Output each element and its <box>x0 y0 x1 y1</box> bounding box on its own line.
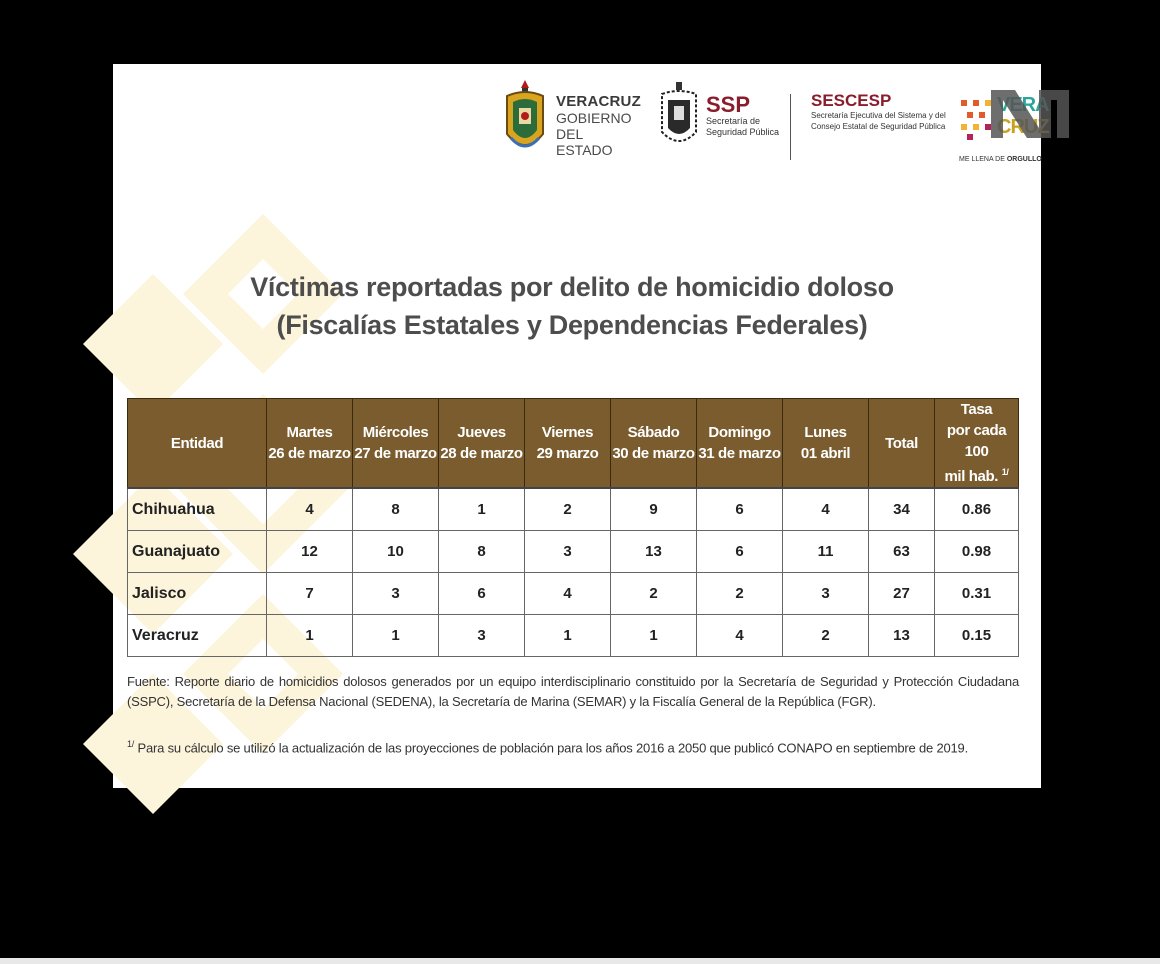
ssp-logo <box>658 82 798 162</box>
entity-cell: Veracruz <box>128 615 267 657</box>
entity-cell: Chihuahua <box>128 488 267 531</box>
column-header <box>697 399 783 489</box>
value-cell: 10 <box>353 531 439 573</box>
table-row <box>128 615 1019 657</box>
me-caption <box>959 156 1042 163</box>
value-cell: 1 <box>267 615 353 657</box>
column-header <box>267 399 353 489</box>
value-cell: 6 <box>697 531 783 573</box>
value-cell: 11 <box>783 531 869 573</box>
value-cell: 4 <box>267 488 353 531</box>
column-header-line-1: Miércoles <box>362 424 429 441</box>
gov-line-1: VERACRUZ <box>556 93 641 110</box>
column-header-line-2: 28 de marzo <box>440 445 523 462</box>
footnote <box>127 734 1019 758</box>
ssp-line-2: Seguridad Pública <box>706 127 780 137</box>
value-cell: 2 <box>611 573 697 615</box>
value-cell: 1 <box>353 615 439 657</box>
homicide-table <box>127 398 1019 657</box>
footnote-text: Para su cálculo se utilizó la actualización de las proyecciones de población para los años 2016 a 2050 que publicó CONAPO en septiembre de 2019. <box>134 740 968 756</box>
value-cell: 1 <box>439 488 525 531</box>
column-header-line-1: Lunes <box>804 424 847 441</box>
rate-header-sup: 1/ <box>1001 467 1009 477</box>
column-header-line-1: Total <box>885 434 918 452</box>
column-header-line-2: 29 marzo <box>536 445 599 462</box>
bottom-strip <box>0 958 1160 964</box>
sescesp-line-2: Consejo Estatal de Seguridad Pública <box>811 122 946 131</box>
table-row <box>128 573 1019 615</box>
table-row <box>128 531 1019 573</box>
ssp-line-1: Secretaría de <box>706 116 761 126</box>
column-header-line-2: 27 de marzo <box>354 445 437 462</box>
value-cell: 2 <box>525 488 611 531</box>
value-cell: 7 <box>267 573 353 615</box>
table-header-row <box>128 399 1019 489</box>
value-cell: 8 <box>353 488 439 531</box>
ssp-acronym: SSP <box>706 92 751 117</box>
page-title <box>113 268 1031 344</box>
source-text: Fuente: Reporte diario de homicidios dolosos generados por un equipo interdisciplinario constituido por la Secretaría de Seguridad y Protección Ciudadana (SSPC), Secretaría de la Defensa Nacional (SEDENA), la Secretaría de Marina (SEMAR) y la Fiscalía General de la República (FGR). <box>127 674 1019 709</box>
value-cell: 13 <box>869 615 935 657</box>
rate-header-l3 <box>936 462 1017 487</box>
ssp-emblem-icon <box>658 82 700 154</box>
value-cell: 1 <box>611 615 697 657</box>
gov-line-3: DEL ESTADO <box>556 126 613 158</box>
value-cell: 34 <box>869 488 935 531</box>
title-line-2: (Fiscalías Estatales y Dependencias Federales) <box>276 310 868 340</box>
value-cell: 2 <box>697 573 783 615</box>
sescesp-line-1: Secretaría Ejecutiva del Sistema y del <box>811 111 946 120</box>
rate-header-l2: por cada 100 <box>946 422 1007 460</box>
table-row <box>128 488 1019 531</box>
column-header-line-2: 30 de marzo <box>612 445 695 462</box>
sescesp-acronym: SESCESP <box>811 91 892 110</box>
value-cell: 4 <box>697 615 783 657</box>
me-caption-b: ORGULLO <box>1006 156 1042 163</box>
column-header-line-2: 26 de marzo <box>268 445 351 462</box>
column-header <box>525 399 611 489</box>
column-header-line-1: Martes <box>286 424 333 441</box>
value-cell: 3 <box>783 573 869 615</box>
sescesp-logo <box>811 92 961 132</box>
value-cell: 1 <box>525 615 611 657</box>
value-cell: 8 <box>439 531 525 573</box>
column-header <box>783 399 869 489</box>
value-cell: 27 <box>869 573 935 615</box>
column-header <box>353 399 439 489</box>
column-header-line-1: Entidad <box>170 434 224 452</box>
column-header-line-1: Sábado <box>627 424 680 441</box>
column-header-line-2: 31 de marzo <box>698 445 781 462</box>
me-caption-a: ME LLENA DE <box>959 156 1007 163</box>
entity-cell: Guanajuato <box>128 531 267 573</box>
value-cell: 13 <box>611 531 697 573</box>
value-cell: 9 <box>611 488 697 531</box>
footnote-marker: 1/ <box>127 739 135 749</box>
slide <box>113 64 1041 788</box>
gov-line-2: GOBIERNO <box>556 110 632 126</box>
column-header <box>869 399 935 489</box>
rate-header-text: mil hab. <box>944 468 998 485</box>
value-cell: 0.15 <box>935 615 1019 657</box>
value-cell: 3 <box>439 615 525 657</box>
column-header-line-1: Domingo <box>708 424 771 441</box>
column-header <box>128 399 267 489</box>
logo-divider <box>790 94 791 160</box>
value-cell: 2 <box>783 615 869 657</box>
column-header-rate <box>935 399 1019 489</box>
column-header-line-2: 01 abril <box>800 445 851 462</box>
value-cell: 0.31 <box>935 573 1019 615</box>
watermark-logo-icon <box>985 88 1071 140</box>
column-header-line-1: Viernes <box>541 424 594 441</box>
value-cell: 63 <box>869 531 935 573</box>
table-body <box>128 488 1019 657</box>
column-header-line-1: Jueves <box>457 424 506 441</box>
value-cell: 6 <box>697 488 783 531</box>
value-cell: 0.98 <box>935 531 1019 573</box>
value-cell: 6 <box>439 573 525 615</box>
veracruz-shield-icon <box>501 78 549 162</box>
column-header <box>611 399 697 489</box>
rate-header-l1: Tasa <box>960 401 993 418</box>
value-cell: 3 <box>525 531 611 573</box>
column-header <box>439 399 525 489</box>
value-cell: 3 <box>353 573 439 615</box>
value-cell: 4 <box>525 573 611 615</box>
value-cell: 4 <box>783 488 869 531</box>
title-line-1: Víctimas reportadas por delito de homicidio doloso <box>250 272 894 302</box>
value-cell: 0.86 <box>935 488 1019 531</box>
entity-cell: Jalisco <box>128 573 267 615</box>
veracruz-government-logo <box>501 78 641 160</box>
value-cell: 12 <box>267 531 353 573</box>
